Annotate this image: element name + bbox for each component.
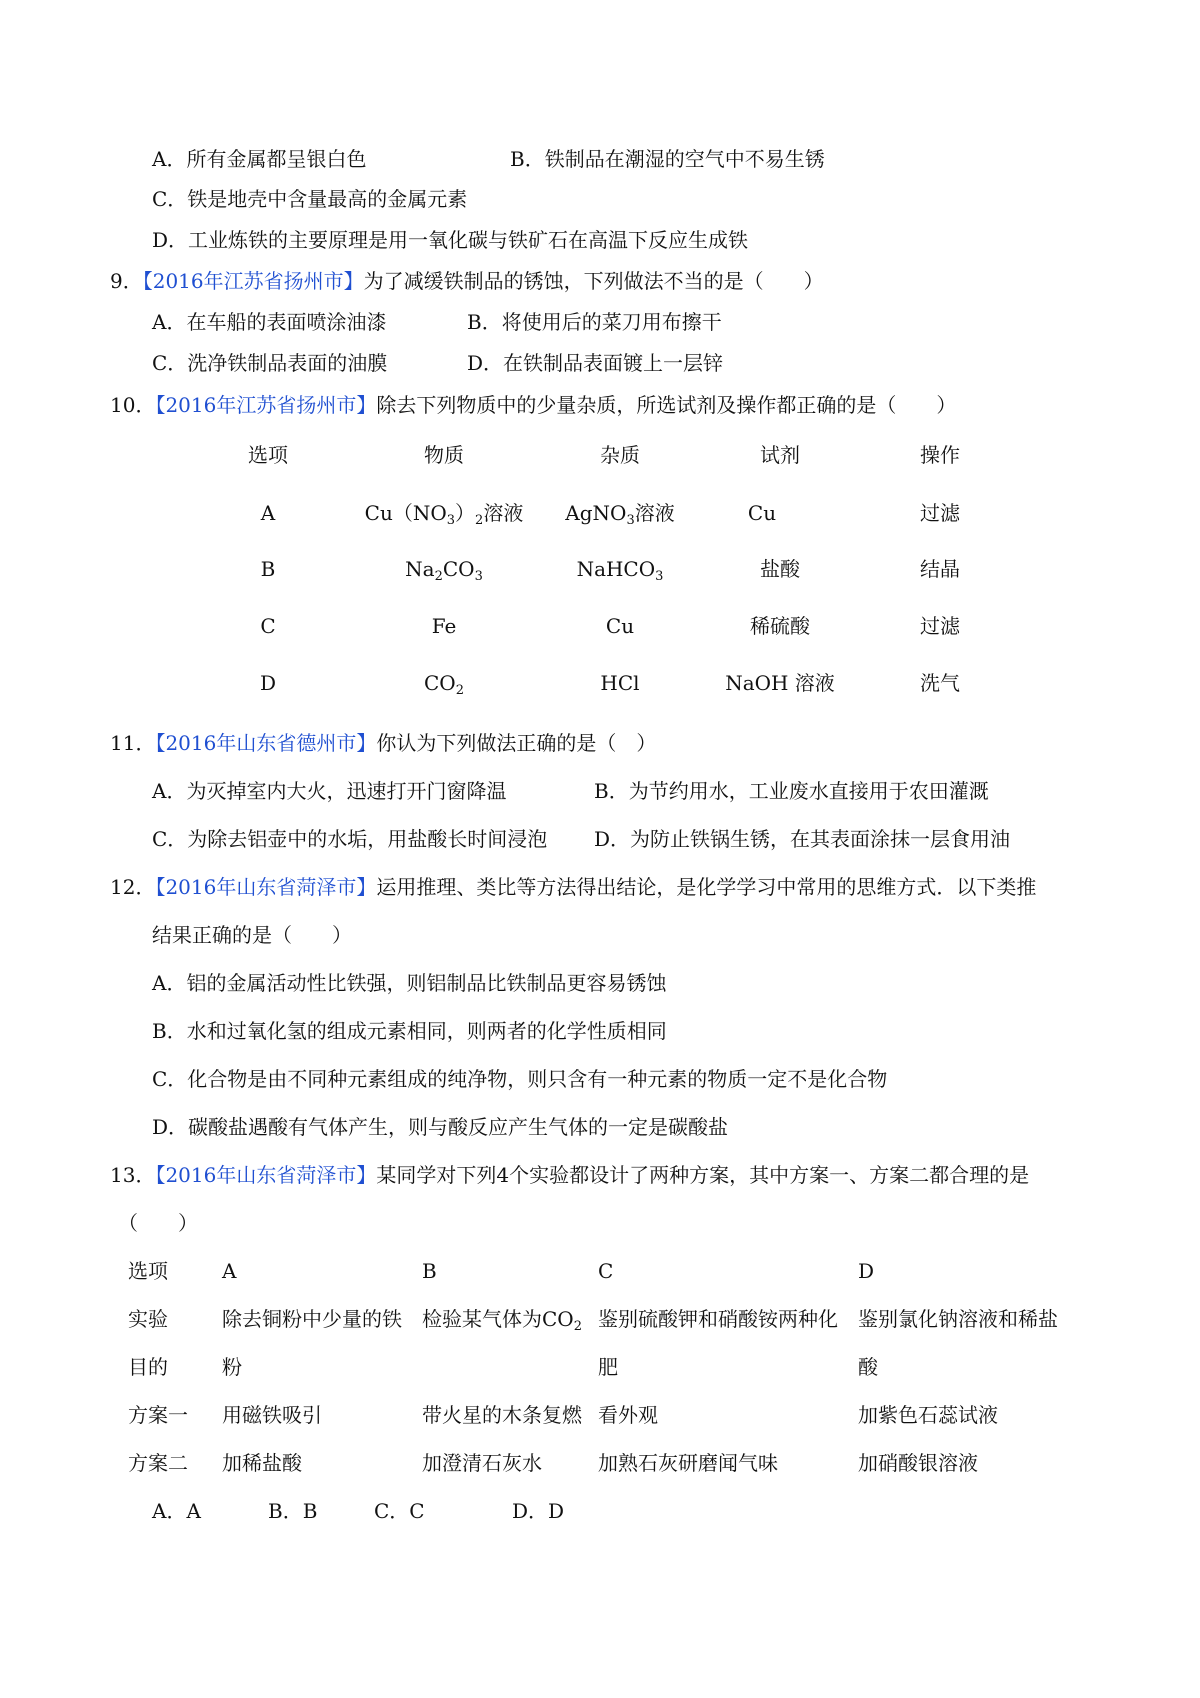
q13-plan1-label: 方案一	[128, 1403, 188, 1427]
q10-row-d-substance: $CO_2$	[424, 671, 464, 698]
q10-row-c-option: C	[260, 614, 276, 638]
q10-row-a-operation: 过滤	[920, 501, 960, 525]
q13-plan2-c: 加熟石灰研磨闻气味	[598, 1451, 778, 1475]
q9-source: 【2016年江苏省扬州市】	[142, 269, 364, 293]
q13-purpose-label-2: 目的	[128, 1355, 168, 1379]
q9-stem: 为了减缓铁制品的锈蚀，下列做法不当的是（ ）	[363, 269, 824, 293]
q13-plan1-a: 用磁铁吸引	[222, 1403, 322, 1427]
q13-number: 13．	[110, 1163, 156, 1187]
q13-answer-a: A．A	[152, 1499, 201, 1523]
q11-stem-line	[110, 730, 656, 756]
q13-stem-line-1	[110, 1162, 1029, 1188]
q10-header-substance: 物质	[424, 443, 464, 467]
q10-row-d-reagent: NaOH 溶液	[725, 671, 835, 695]
q9-option-d: D．在铁制品表面镀上一层锌	[467, 351, 724, 375]
q10-row-a-impurity: AgNO$_3$溶液	[565, 501, 675, 528]
q10-number: 10．	[110, 393, 156, 417]
q10-row-d-impurity: HCl	[600, 671, 640, 695]
q13-stem-1: 某同学对下列4个实验都设计了两种方案，其中方案一、方案二都合理的是	[376, 1163, 1030, 1187]
q10-header-option: 选项	[248, 443, 288, 467]
q9-option-a: A．在车船的表面喷涂油漆	[152, 310, 387, 334]
q8-option-b: B．铁制品在潮湿的空气中不易生锈	[510, 147, 825, 171]
q13-plan1-d: 加紫色石蕊试液	[858, 1403, 998, 1427]
q13-purpose-d-1: 鉴别氯化钠溶液和稀盐	[858, 1307, 1058, 1331]
q11-number: 11．	[110, 731, 156, 755]
q13-answer-b: B．B	[268, 1499, 318, 1523]
q10-row-d-operation: 洗气	[920, 671, 960, 695]
q13-plan2-b: 加澄清石灰水	[422, 1451, 542, 1475]
q12-stem-1: 运用推理、类比等方法得出结论，是化学学习中常用的思维方式．以下类推	[376, 875, 1037, 899]
q10-row-c-impurity: Cu	[605, 614, 635, 638]
q10-header-reagent: 试剂	[760, 443, 800, 467]
q10-source: 【2016年江苏省扬州市】	[155, 393, 377, 417]
q12-option-a: A．铝的金属活动性比铁强，则铝制品比铁制品更容易锈蚀	[152, 971, 667, 995]
q13-header-label: 选项	[128, 1259, 168, 1283]
q10-row-c-operation: 过滤	[920, 614, 960, 638]
q13-stem-line-2: （ ）	[118, 1211, 198, 1235]
q9-number: 9．	[110, 269, 143, 293]
q8-option-d: D．工业炼铁的主要原理是用一氧化碳与铁矿石在高温下反应生成铁	[152, 228, 749, 252]
q10-row-b-reagent: 盐酸	[760, 557, 800, 581]
q13-header-c: C	[598, 1259, 614, 1283]
q12-stem-line-1	[110, 874, 1036, 900]
q13-answer-d: D．D	[512, 1499, 565, 1523]
q13-purpose-d-2: 酸	[858, 1355, 878, 1379]
q11-option-a: A．为灭掉室内大火，迅速打开门窗降温	[152, 779, 507, 803]
q12-source: 【2016年山东省菏泽市】	[155, 875, 377, 899]
q10-stem-line	[110, 392, 956, 418]
q10-stem: 除去下列物质中的少量杂质，所选试剂及操作都正确的是（ ）	[376, 393, 957, 417]
q11-option-b: B．为节约用水，工业废水直接用于农田灌溉	[594, 779, 989, 803]
q13-plan2-label: 方案二	[128, 1451, 188, 1475]
q9-option-b: B．将使用后的菜刀用布擦干	[467, 310, 722, 334]
q13-answer-c: C．C	[374, 1499, 425, 1523]
q10-header-operation: 操作	[920, 443, 960, 467]
q13-header-a: A	[222, 1259, 237, 1283]
q8-option-c: C．铁是地壳中含量最高的金属元素	[152, 187, 468, 211]
q13-purpose-b-1: 检验某气体为$CO_2$	[422, 1307, 582, 1334]
q12-option-c: C．化合物是由不同种元素组成的纯净物，则只含有一种元素的物质一定不是化合物	[152, 1067, 888, 1091]
q13-plan1-c: 看外观	[598, 1403, 658, 1427]
q10-header-impurity: 杂质	[600, 443, 640, 467]
q13-plan1-b: 带火星的木条复燃	[422, 1403, 582, 1427]
q13-header-d: D	[858, 1259, 875, 1283]
q10-row-d-option: D	[259, 671, 277, 695]
q8-option-a: A．所有金属都呈银白色	[152, 147, 367, 171]
q13-purpose-label-1: 实验	[128, 1307, 168, 1331]
q13-purpose-c-2: 肥	[598, 1355, 618, 1379]
q11-option-c: C．为除去铝壶中的水垢，用盐酸长时间浸泡	[152, 827, 548, 851]
q10-row-c-substance: Fe	[431, 614, 457, 638]
q10-row-c-reagent: 稀硫酸	[750, 614, 810, 638]
q9-stem-line	[110, 268, 824, 294]
q13-source: 【2016年山东省菏泽市】	[155, 1163, 377, 1187]
q11-source: 【2016年山东省德州市】	[155, 731, 377, 755]
q11-option-d: D．为防止铁锅生锈，在其表面涂抹一层食用油	[594, 827, 1011, 851]
q12-option-d: D．碳酸盐遇酸有气体产生，则与酸反应产生气体的一定是碳酸盐	[152, 1115, 729, 1139]
q12-option-b: B．水和过氧化氢的组成元素相同，则两者的化学性质相同	[152, 1019, 667, 1043]
q12-number: 12．	[110, 875, 156, 899]
q13-plan2-d: 加硝酸银溶液	[858, 1451, 978, 1475]
q13-purpose-a-2: 粉	[222, 1355, 242, 1379]
q12-stem-line-2: 结果正确的是（ ）	[152, 923, 352, 947]
q10-row-a-reagent: Cu	[747, 501, 777, 525]
q13-purpose-c-1: 鉴别硫酸钾和硝酸铵两种化	[598, 1307, 838, 1331]
q13-header-b: B	[422, 1259, 437, 1283]
q10-row-b-operation: 结晶	[920, 557, 960, 581]
q9-option-c: C．洗净铁制品表面的油膜	[152, 351, 388, 375]
q10-row-b-option: B	[260, 557, 276, 581]
q10-row-b-substance: $Na_2CO_3$	[405, 557, 483, 584]
q13-plan2-a: 加稀盐酸	[222, 1451, 302, 1475]
q10-row-a-substance: $Cu(NO_3)_2$溶液	[364, 501, 524, 528]
q11-stem: 你认为下列做法正确的是（ ）	[376, 731, 657, 755]
q13-purpose-a-1: 除去铜粉中少量的铁	[222, 1307, 402, 1331]
q10-row-a-option: A	[260, 501, 276, 525]
q10-row-b-impurity: NaHCO$_3$	[576, 557, 664, 584]
